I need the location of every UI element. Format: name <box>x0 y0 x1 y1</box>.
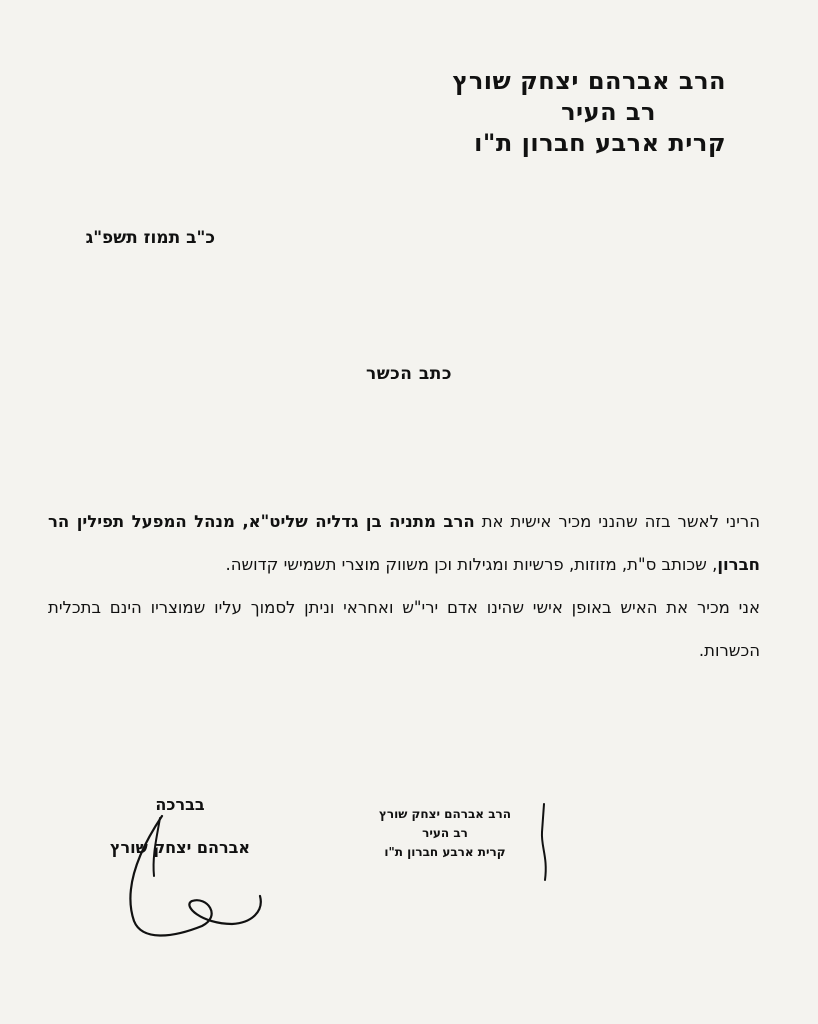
closing-blessing: בברכה <box>155 795 205 814</box>
stamp-line-2: רב העיר <box>422 826 468 840</box>
body-rest: , שכותב ס"ת, מזוזות, פרשיות ומגילות וכן משווק מוצרי תשמישי קדושה. <box>225 555 718 574</box>
body-bold-name: הרב מתניה בן גדליה שליט"א, מנהל המפעל תפילין הר חברון <box>48 512 760 574</box>
letterhead-role: רב העיר <box>561 98 656 126</box>
letter-date: כ"ב תמוז תשפ"ג <box>85 228 215 248</box>
stamp-line-3: קרית ארבע חברון ת"ו <box>384 845 506 859</box>
letter-body <box>48 500 760 672</box>
stamp-line-1: הרב אברהם יצחק שורץ <box>378 807 512 821</box>
handwritten-signature <box>112 806 282 946</box>
body-intro: הריני לאשר בזה שהנני מכיר אישית את <box>474 512 760 531</box>
closing-signer-name: אברהם יצחק שורץ <box>109 838 251 857</box>
body-paragraph-1 <box>48 500 760 586</box>
letterhead-name: הרב אברהם יצחק שורץ <box>452 67 726 95</box>
stamp-bracket-mark <box>536 802 556 882</box>
letterhead-city: קרית ארבע חברון ת"ו <box>474 129 726 157</box>
body-paragraph-2: אני מכיר את האיש באופן אישי שהינו אדם ירי"ש ואחראי וניתן לסמוך עליו שמוצריו הינם בתכלית הכשרות. <box>48 598 760 660</box>
rabbi-stamp <box>360 805 530 862</box>
letter-title: כתב הכשר <box>366 364 452 384</box>
letterhead <box>326 66 726 159</box>
